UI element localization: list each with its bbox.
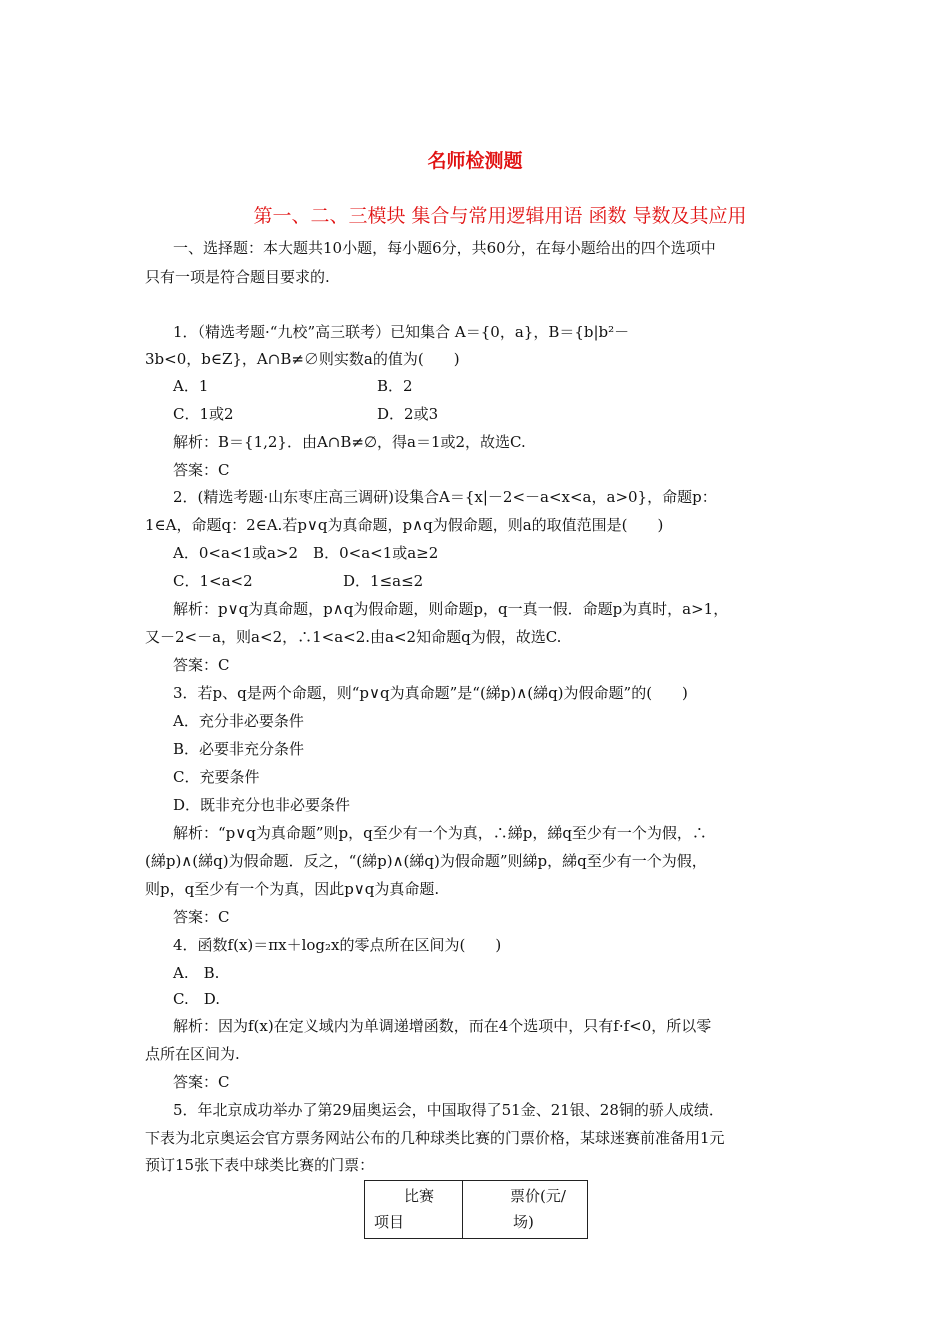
page-subtitle: 第一、二、三模块 集合与常用逻辑用语 函数 导数及其应用 [253,205,747,227]
q3-analysis-line-1: 解析：“p∨q为真命题”则p，q至少有一个为真，∴綈p，綈q至少有一个为假，∴ [173,824,707,842]
q3-answer: 答案：C [173,908,230,926]
intro-line-1: 一、选择题：本大题共10小题，每小题6分，共60分，在每小题给出的四个选项中 [173,239,716,257]
q5-line-1: 5．年北京成功举办了第29届奥运会，中国取得了51金、21银、28铜的骄人成绩． [173,1101,724,1119]
q1-stem-line-1: 1．（精选考题·“九校”高三联考）已知集合 A＝{0，a}，B＝{b|b²－ [173,323,630,341]
q1-option-d: D．2或3 [377,405,439,423]
q2-answer: 答案：C [173,656,230,674]
page-title: 名师检测题 [427,150,523,172]
q3-option-a: A．充分非必要条件 [173,712,304,730]
q5-line-2: 下表为北京奥运会官方票务网站公布的几种球类比赛的门票价格，某球迷赛前准备用1元 [145,1129,725,1147]
q3-analysis-line-2: (綈p)∧(綈q)为假命题．反之，“(綈p)∧(綈q)为假命题”则綈p，綈q至少有一个为假， [145,852,707,870]
q5-line-3: 预订15张下表中球类比赛的门票： [145,1156,375,1174]
table-header-price [463,1181,588,1239]
q3-stem: 3．若p、q是两个命题，则“p∨q为真命题”是“(綈p)∧(綈q)为假命题”的( ) [173,684,688,702]
q2-stem-line-1: 2．(精选考题·山东枣庄高三调研)设集合A＝{x|－2<－a<x<a，a>0}，命题p： [173,488,717,506]
q1-analysis: 解析：B＝{1,2}．由A∩B≠∅，得a＝1或2，故选C. [173,433,526,451]
q4-stem: 4．函数f(x)＝πx＋log₂x的零点所在区间为( ) [173,936,502,954]
q2-stem-line-2: 1∈A，命题q：2∈A.若p∨q为真命题，p∧q为假命题，则a的取值范围是( ) [145,516,664,534]
q3-option-c: C．充要条件 [173,768,260,786]
q2-option-c: C．1<a<2 [173,572,253,590]
q3-option-b: B．必要非充分条件 [173,740,305,758]
header-event-bottom: 项目 [374,1213,405,1231]
q4-analysis-line-1: 解析：因为f(x)在定义域内为单调递增函数，而在4个选项中，只有f·f<0，所以零 [173,1017,712,1035]
table-header-event [365,1181,463,1239]
q2-analysis-line-1: 解析：p∨q为真命题，p∧q为假命题，则命题p，q一真一假．命题p为真时，a>1， [173,600,729,618]
q2-options-ab: A．0<a<1或a>2 B．0<a<1或a≥2 [173,544,439,562]
q4-options-ab: A. B. [173,964,220,982]
q2-option-d: D．1≤a≤2 [343,572,424,590]
q3-option-d: D．既非充分也非必要条件 [173,796,351,814]
header-event-top: 比赛 [404,1187,435,1205]
q1-option-a: A．1 [173,377,209,395]
q2-analysis-line-2: 又－2<－a，则a<2，∴1<a<2.由a<2知命题q为假，故选C. [145,628,562,646]
q4-answer: 答案：C [173,1073,230,1091]
q3-analysis-line-3: 则p，q至少有一个为真，因此p∨q为真命题. [145,880,440,898]
intro-line-2: 只有一项是符合题目要求的. [145,268,330,286]
q1-answer: 答案：C [173,461,230,479]
q4-options-cd: C. D. [173,990,220,1008]
table-header-row [365,1181,588,1239]
q1-option-b: B．2 [377,377,413,395]
header-price-bottom: 场) [513,1213,534,1231]
q1-option-c: C．1或2 [173,405,234,423]
ticket-price-table [364,1180,588,1239]
q1-stem-line-2: 3b<0，b∈Z}，A∩B≠∅则实数a的值为( ) [145,350,460,368]
q4-analysis-line-2: 点所在区间为. [145,1045,240,1063]
header-price-top: 票价(元/ [510,1187,566,1205]
